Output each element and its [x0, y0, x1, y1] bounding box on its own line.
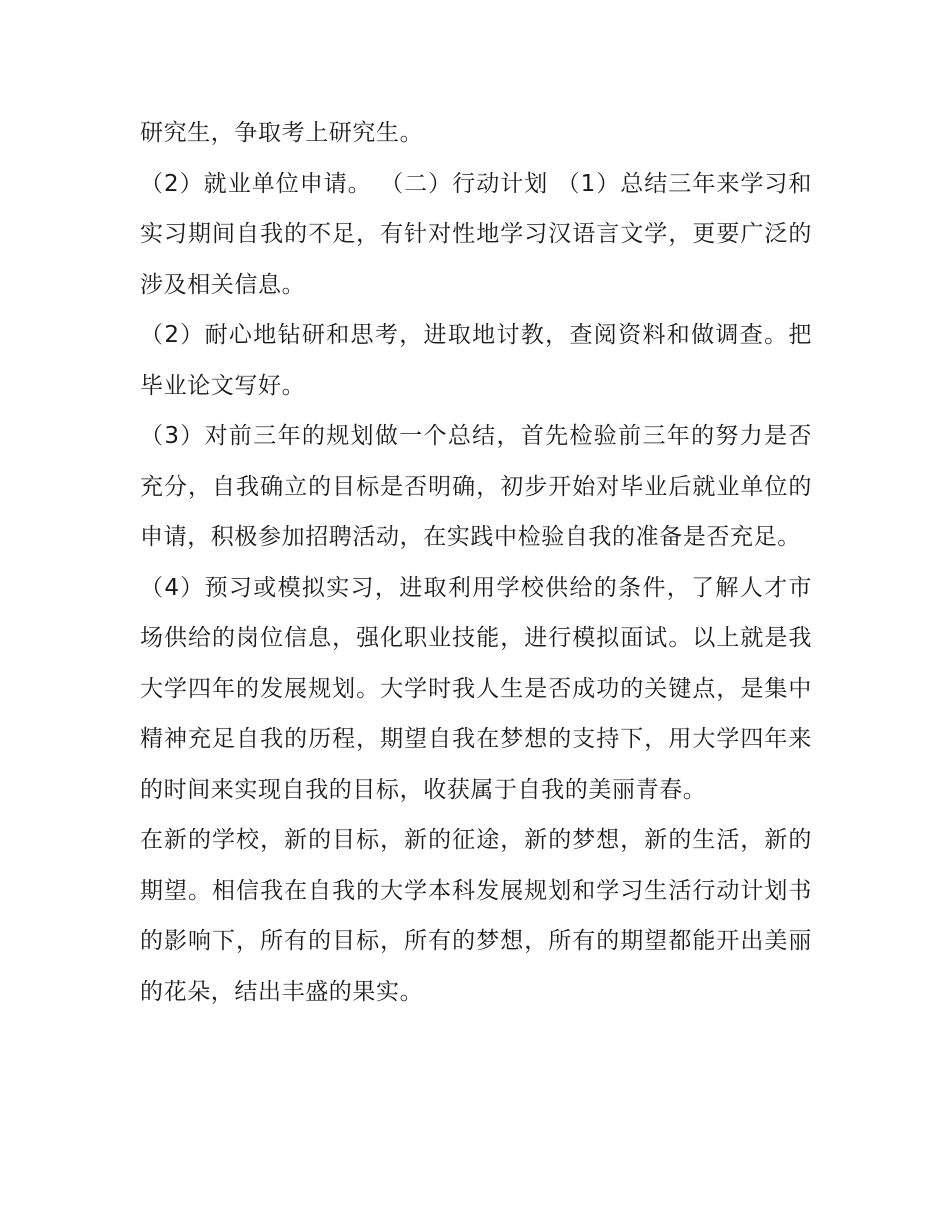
paragraph-4: （3）对前三年的规划做一个总结，首先检验前三年的努力是否充分，自我确立的目标是否明确，初步开始对毕业后就业单位的申请，积极参加招聘活动，在实践中检验自我的准备是否充足。 — [140, 423, 812, 550]
paragraph-2: （2）就业单位申请。 （二）行动计划 （1）总结三年来学习和实习期间自我的不足，有针对性地学习汉语言文学，更要广泛的涉及相关信息。 — [140, 170, 812, 298]
paragraph-1: 研究生，争取考上研究生。 — [140, 120, 424, 146]
document-page — [140, 108, 812, 1017]
paragraph-6: 在新的学校，新的目标，新的征途，新的梦想，新的生活，新的期望。相信我在自我的大学本科发展规划和学习生活行动计划书的影响下，所有的目标，所有的梦想，所有的期望都能开出美丽的花朵，结出丰盛的果实。 — [140, 827, 812, 1005]
paragraph-5: （4）预习或模拟实习，进取利用学校供给的条件，了解人才市场供给的岗位信息，强化职业技能，进行模拟面试。以上就是我大学四年的发展规划。大学时我人生是否成功的关键点，是集中精神充足自我的历程，期望自我在梦想的支持下，用大学四年来的时间来实现自我的目标，收获属于自我的美丽青春。 — [140, 574, 812, 803]
paragraph-3: （2）耐心地钻研和思考，进取地讨教，查阅资料和做调查。把毕业论文写好。 — [140, 322, 812, 399]
